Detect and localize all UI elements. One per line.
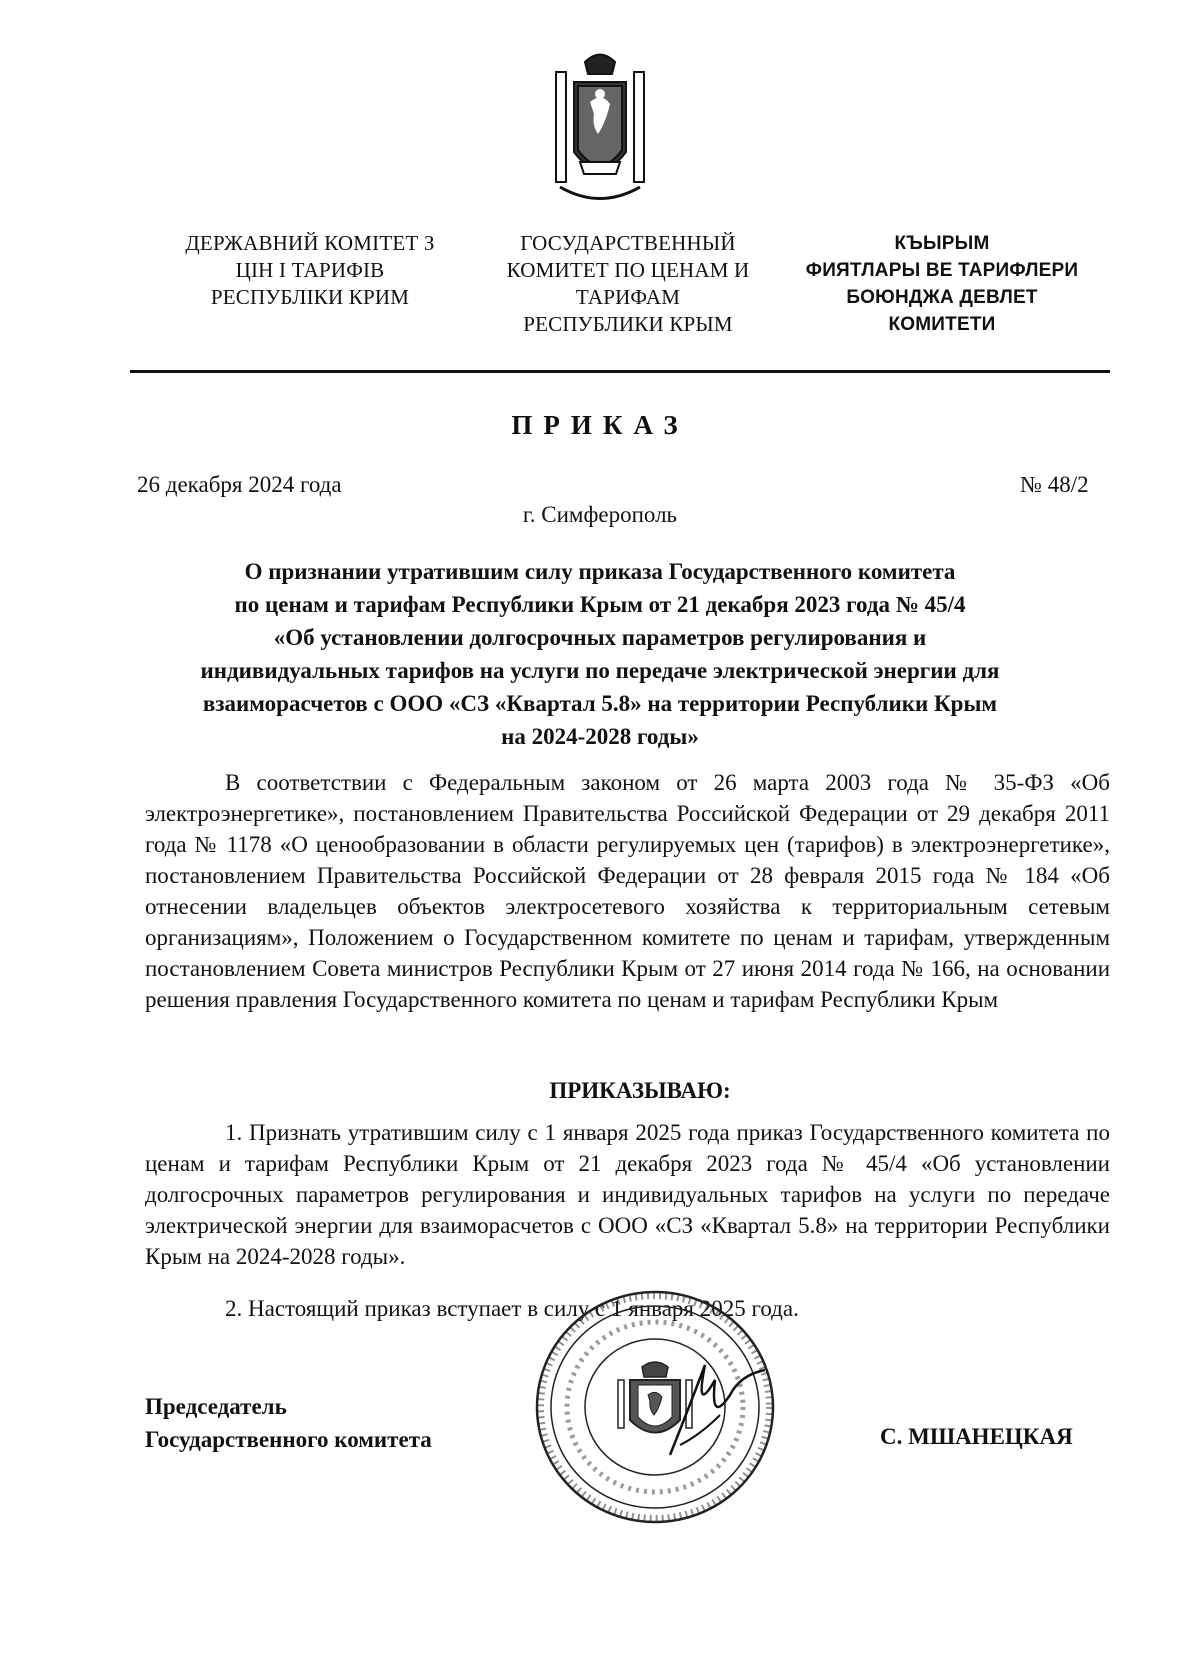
title-line: по ценам и тарифам Республики Крым от 21 декабря 2023 года № 45/4 [234, 592, 966, 617]
header-left-line: ЦІН І ТАРИФІВ [235, 258, 385, 282]
header-crimean-tatar [792, 230, 1092, 338]
document-number: № 48/2 [1020, 472, 1089, 497]
preamble-paragraph: В соответствии с Федеральным законом от 26 марта 2003 года № 35-ФЗ «Об электроэнергетике», постановлением Правительства Российской Федерации от 29 декабря 2011 года № 1178 «О ценообразовании в области регулируемых цен (тарифов) в электроэнергетике», постановлением Правительства Российской Федерации от 28 февраля 2015 года № 184 «Об отнесении владельцев объектов электросетевого хозяйства к территориальным сетевым организациям», Положением о Государственном комитете по ценам и тарифам, утвержденным постановлением Совета министров Республики Крым от 27 июня 2014 года № 166, на основании решения правления Государственного комитета по ценам и тарифам Республики Крым [145, 770, 1110, 1012]
document-type: ПРИКАЗ [511, 410, 689, 440]
header-center-line: РЕСПУБЛИКИ КРЫМ [523, 312, 733, 336]
header-left-line: РЕСПУБЛІКИ КРИМ [210, 285, 410, 309]
header-center-line: КОМИТЕТ ПО ЦЕНАМ И [506, 258, 750, 282]
order-item-1: 1. Признать утратившим силу с 1 января 2025 года приказ Государственного комитета по ценам и тарифам Республики Крым от 21 декабря 2023 года № 45/4 «Об установлении долгосрочных параметров регулирования и индивидуальных тарифов на услуги по передаче электрической энергии для взаиморасчетов с ООО «СЗ «Квартал 5.8» на территории Республики Крым на 2024-2028 годы». [145, 1120, 1110, 1269]
header-left-line: ДЕРЖАВНИЙ КОМІТЕТ З [185, 231, 435, 255]
header-right-line: КОМИТЕТИ [888, 314, 996, 335]
header-right-line: БОЮНДЖА ДЕВЛЕТ [846, 287, 1038, 308]
header-center-line: ГОСУДАРСТВЕННЫЙ [520, 231, 736, 255]
header-divider [130, 370, 1110, 373]
signatory-position [145, 1390, 432, 1456]
signatory-position-line: Государственного комитета [145, 1427, 432, 1452]
signatory-name: С. МШАНЕЦКАЯ [880, 1424, 1073, 1449]
header-russian [478, 230, 778, 338]
title-line: индивидуальных тарифов на услуги по передаче электрической энергии для [200, 658, 1000, 683]
coat-of-arms-icon [550, 42, 650, 212]
order-item-2: 2. Настоящий приказ вступает в силу с 1 января 2025 года. [225, 1296, 799, 1321]
document-city: г. Симферополь [522, 502, 678, 527]
header-right-line: ФИЯТЛАРЫ ВЕ ТАРИФЛЕРИ [805, 260, 1079, 281]
header-right-line: КЪЫРЫМ [894, 233, 990, 254]
signatory-position-line: Председатель [145, 1394, 287, 1419]
order-heading: ПРИКАЗЫВАЮ: [549, 1078, 731, 1103]
document-title [140, 555, 1060, 753]
title-line: взаиморасчетов с ООО «СЗ «Квартал 5.8» на территории Республики Крым [202, 691, 998, 716]
official-seal-icon [530, 1285, 780, 1530]
header-center-line: ТАРИФАМ [575, 285, 681, 309]
title-line: на 2024-2028 годы» [501, 724, 699, 749]
title-line: «Об установлении долгосрочных параметров регулирования и [273, 625, 927, 650]
header-ukrainian [160, 230, 460, 311]
document-date: 26 декабря 2024 года [137, 472, 342, 497]
title-line: О признании утратившим силу приказа Государственного комитета [244, 559, 956, 584]
